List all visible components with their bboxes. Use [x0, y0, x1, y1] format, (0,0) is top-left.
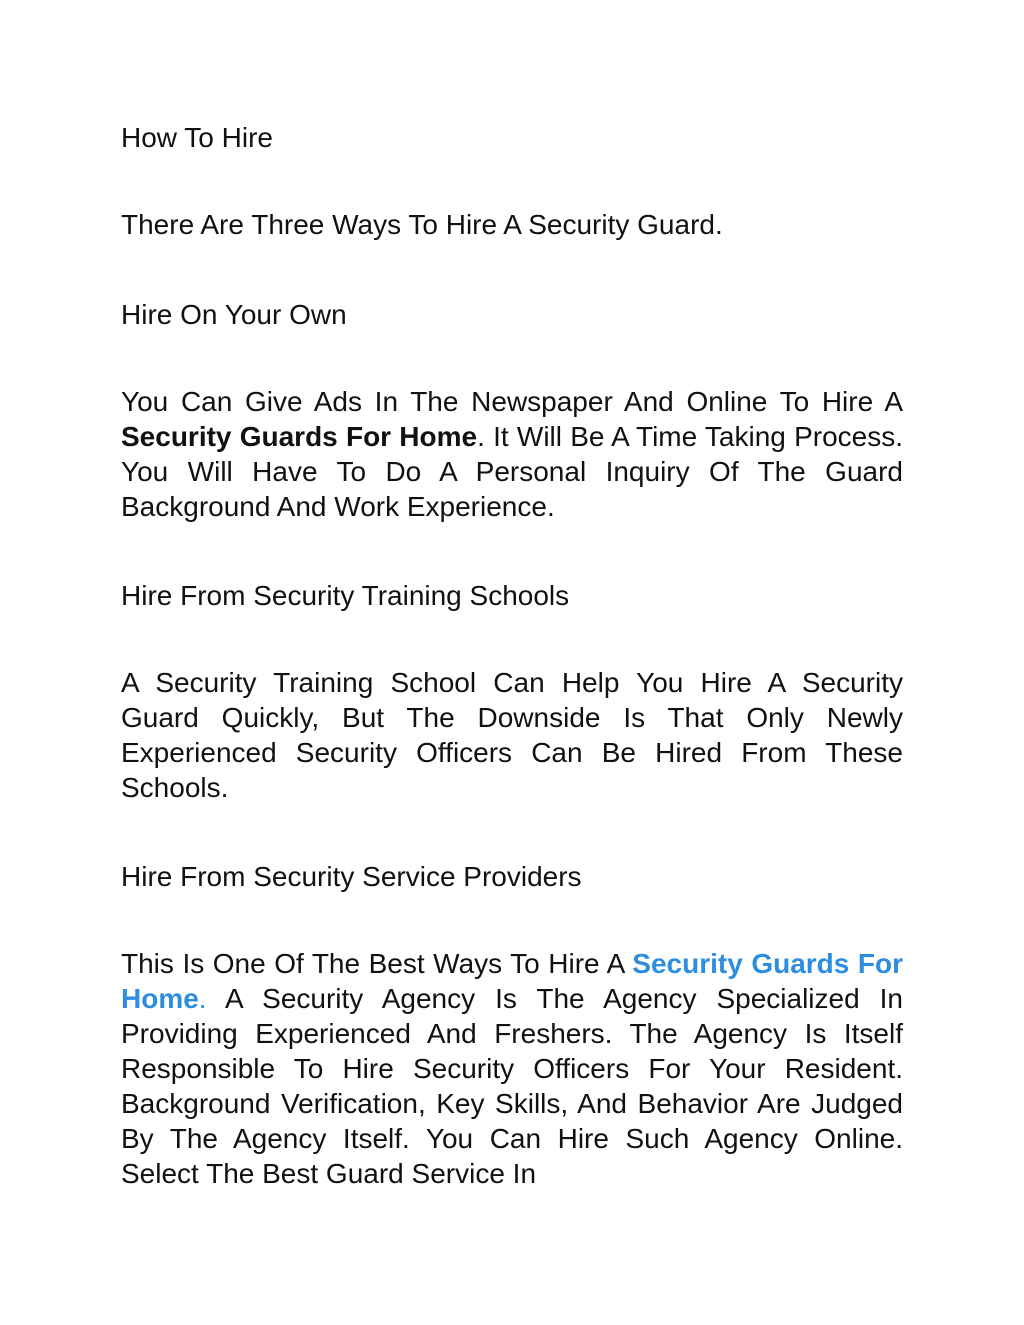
section1-bold-keyword: Security Guards For Home [121, 421, 478, 452]
section2-paragraph: A Security Training School Can Help You Hire A Security Guard Quickly, But The Downside Is That Only Newly Experienced Security Officers Can Be Hired From These Schools. [121, 667, 903, 803]
link-period: . [198, 983, 207, 1014]
section3-text-after: A Security Agency Is The Agency Specialized In Providing Experienced And Freshers. The Agency Is Itself Responsible To Hire Security Officers For Your Resident. Background Verification, Key Skills, And Behavior Are Judged By The Agency Itself. You Can Hire Such Agency Online. Select The Best Guard Service In [121, 983, 903, 1189]
security-guards-for-home-link[interactable]: Security Guards For Home [121, 948, 904, 1014]
section1-text-before: You Can Give Ads In The Newspaper And Online To Hire A [121, 386, 903, 417]
section3-title: Hire From Security Service Providers [121, 861, 582, 892]
intro-text: There Are Three Ways To Hire A Security Guard. [121, 209, 723, 240]
heading-how-to-hire: How To Hire [121, 122, 273, 153]
section1-title: Hire On Your Own [121, 299, 347, 330]
section1-paragraph [121, 384, 903, 524]
section3-text-before: This Is One Of The Best Ways To Hire A [121, 948, 633, 979]
section2-title: Hire From Security Training Schools [121, 580, 570, 611]
section1-text-after: . It Will Be A Time Taking Process. You Will Have To Do A Personal Inquiry Of The Guard Background And Work Experience. [121, 421, 903, 522]
section3-paragraph [121, 946, 903, 1191]
